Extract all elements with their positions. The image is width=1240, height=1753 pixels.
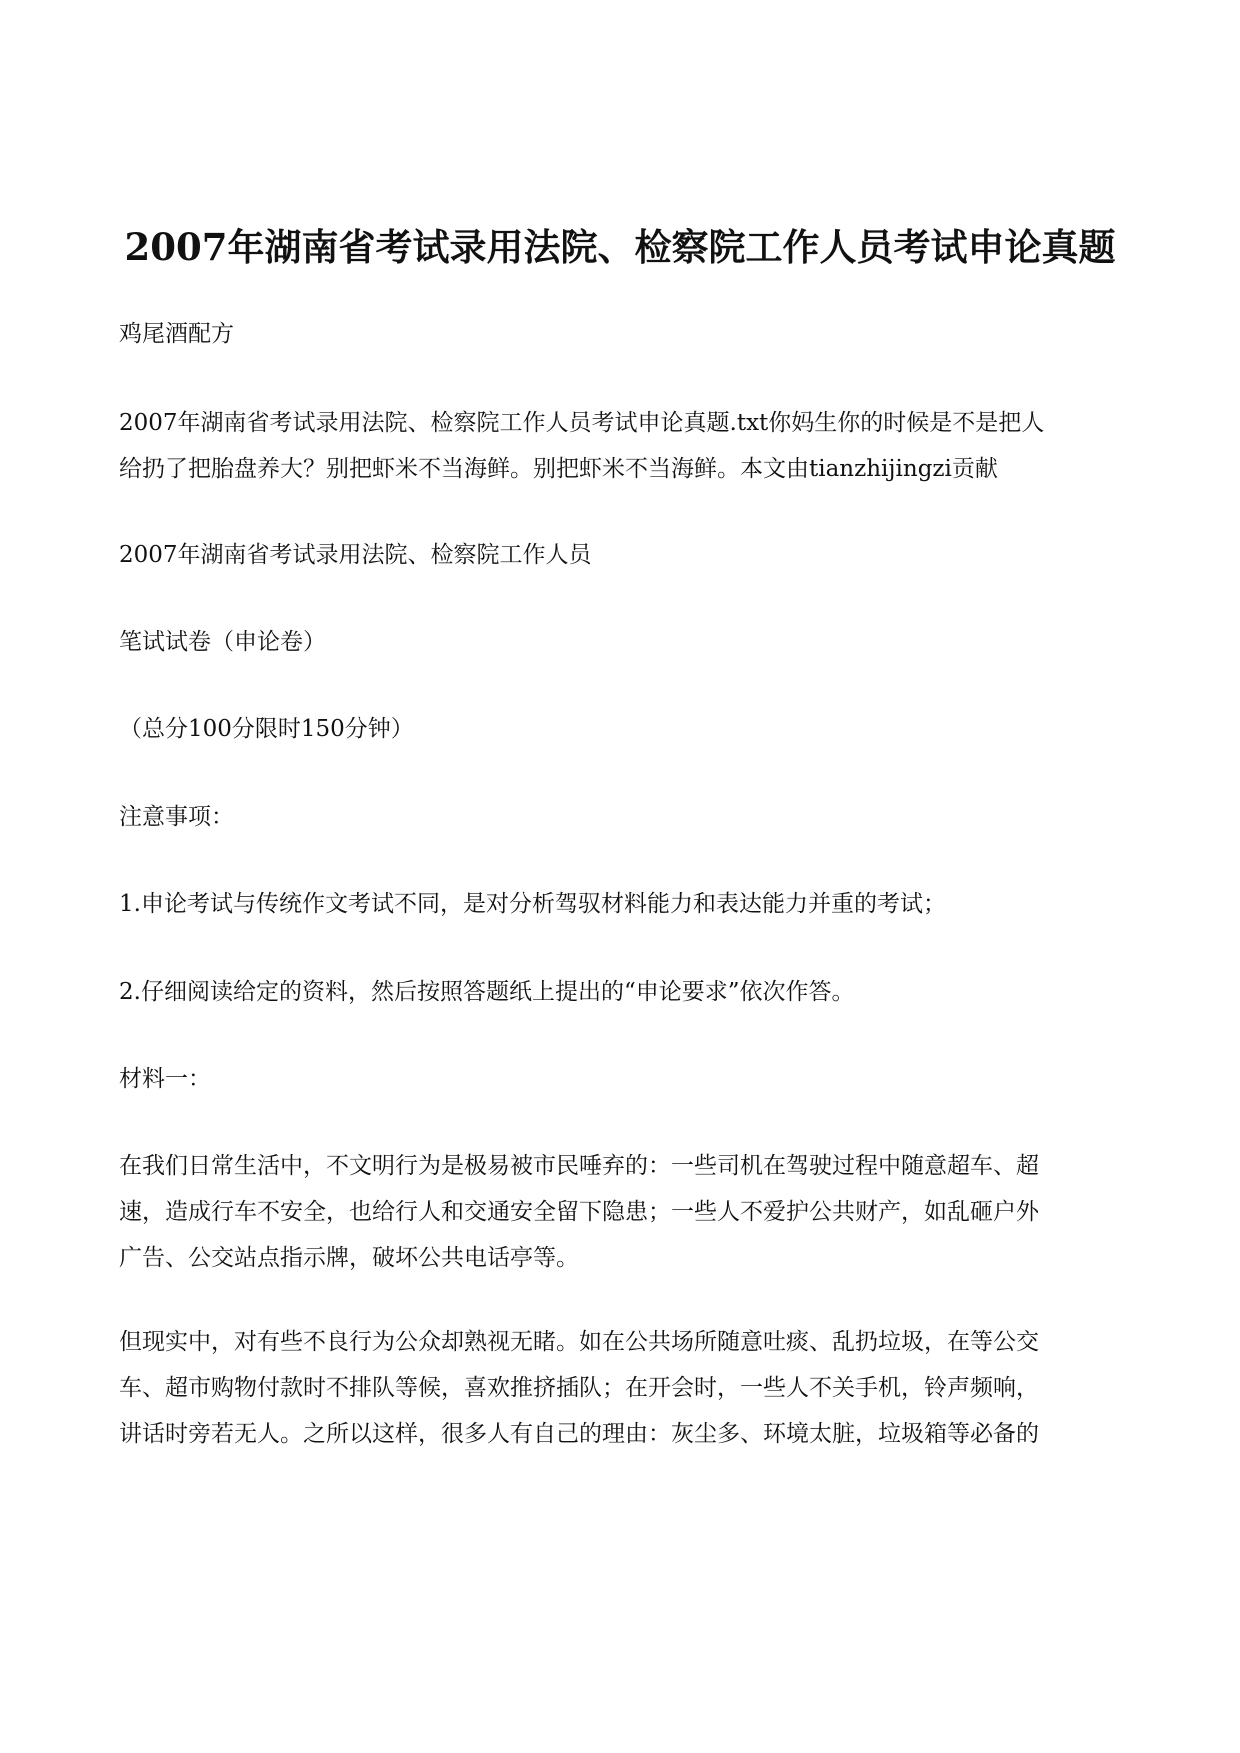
- paragraph-material-1-continued: 但现实中，对有些不良行为公众却熟视无睹。如在公共场所随意吐痰、乱扔垃圾，在等公交 车、超市购物付款时不排队等候，喜欢推挤插队；在开会时，一些人不关手机，铃声频响， 讲话时旁若无人。之所以这样，很多人有自己的理由：灰尘多、环境太脏，垃圾箱等必备的: [119, 1329, 1039, 1447]
- paragraph-score-time: （总分100分限时150分钟）: [119, 716, 414, 742]
- paragraph-material-1-heading: 材料一：: [119, 1066, 211, 1092]
- paragraph-note-1: 1.申论考试与传统作文考试不同，是对分析驾驭材料能力和表达能力并重的考试；: [119, 891, 946, 917]
- paragraph-exam-heading: 2007年湖南省考试录用法院、检察院工作人员: [119, 542, 592, 568]
- paragraph-cocktail-recipe: 鸡尾酒配方: [119, 321, 234, 347]
- paragraph-intro: 2007年湖南省考试录用法院、检察院工作人员考试申论真题.txt你妈生你的时候是不是把人 给扔了把胎盘养大？别把虾米不当海鲜。别把虾米不当海鲜。本文由tianzhijingzi贡献: [119, 410, 1045, 482]
- paragraph-note-2: 2.仔细阅读给定的资料，然后按照答题纸上提出的“申论要求”依次作答。: [119, 979, 855, 1005]
- paragraph-material-1-body: 在我们日常生活中，不文明行为是极易被市民唾弃的：一些司机在驾驶过程中随意超车、超 速，造成行车不安全，也给行人和交通安全留下隐患；一些人不爱护公共财产，如乱砸户外 广告、公交站点指示牌，破坏公共电话亭等。: [119, 1153, 1039, 1271]
- document-title: 2007年湖南省考试录用法院、检察院工作人员考试申论真题: [124, 225, 1116, 269]
- paragraph-notes-heading: 注意事项：: [119, 804, 234, 830]
- paragraph-paper-type: 笔试试卷（申论卷）: [119, 629, 326, 655]
